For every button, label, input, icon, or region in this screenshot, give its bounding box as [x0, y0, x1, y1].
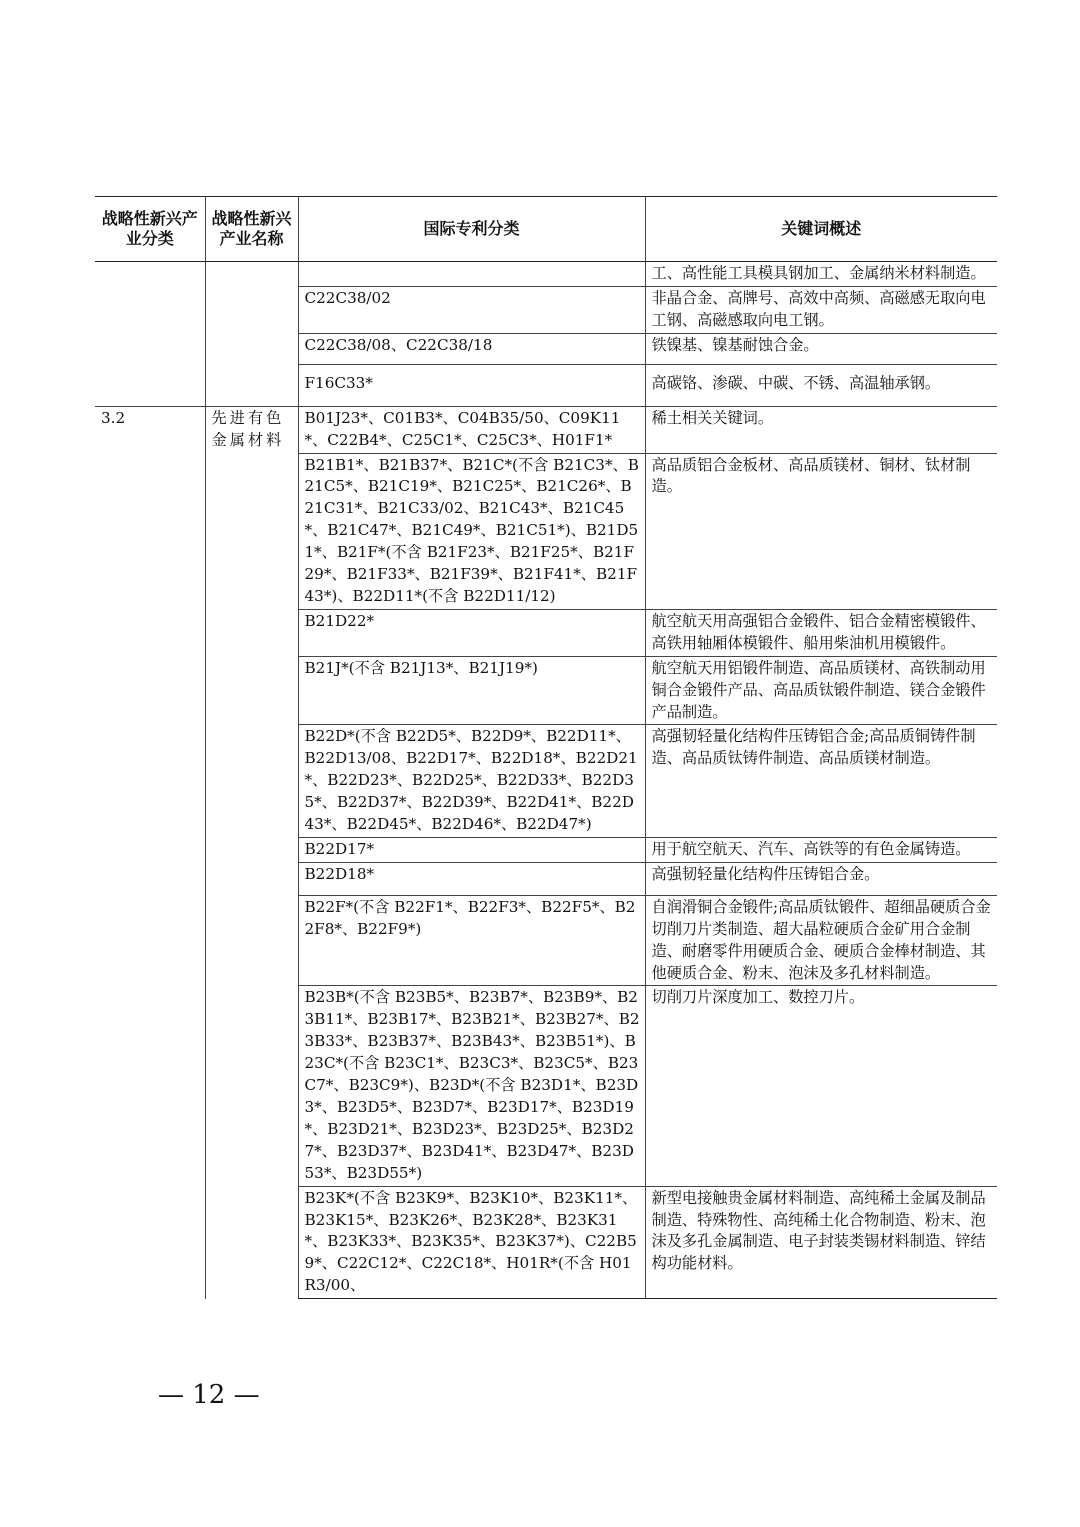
keywords-cell: 高品质铝合金板材、高品质镁材、铜材、钛材制造。 — [645, 453, 997, 609]
keywords-cell: 航空航天用高强铝合金锻件、铝合金精密模锻件、高铁用轴厢体模锻件、船用柴油机用模锻件。 — [645, 609, 997, 656]
page-number: — 12 — — [158, 1380, 260, 1410]
header-keywords: 关键词概述 — [645, 197, 997, 262]
ipc-cell: B21B1*、B21B37*、B21C*(不含 B21C3*、B21C5*、B21C19*、B21C25*、B21C26*、B21C31*、B21C33/02、B21C43*、B21C45*、B21C47*、B21C49*、B21C51*)、B21D51*、B21F*(不含 B21F23*、B21F25*、B21F29*、B21F33*、B21F39*、B21F41*、B21F43*)、B22D11*(不含 B22D11/12) — [298, 453, 645, 609]
keywords-cell: 高强韧轻量化结构件压铸铝合金。 — [645, 862, 997, 895]
ipc-cell: B22D18* — [298, 862, 645, 895]
keywords-cell: 切削刀片深度加工、数控刀片。 — [645, 986, 997, 1186]
ipc-cell: B23B*(不含 B23B5*、B23B7*、B23B9*、B23B11*、B23B17*、B23B21*、B23B27*、B23B33*、B23B37*、B23B43*、B23B51*)、B23C*(不含 B23C1*、B23C3*、B23C5*、B23C7*、B23C9*)、B23D*(不含 B23D1*、B23D3*、B23D5*、B23D7*、B23D17*、B23D19*、B23D21*、B23D23*、B23D25*、B23D27*、B23D37*、B23D41*、B23D47*、B23D53*、B23D55*) — [298, 986, 645, 1186]
ipc-cell — [298, 262, 645, 287]
industry-name-text: 先进有色金属材料 — [211, 408, 285, 449]
header-category: 战略性新兴产业分类 — [95, 197, 205, 262]
ipc-cell: B21D22* — [298, 609, 645, 656]
ipc-cell: B22D*(不含 B22D5*、B22D9*、B22D11*、B22D13/08、B22D17*、B22D18*、B22D21*、B22D23*、B22D25*、B22D33*、B22D35*、B22D37*、B22D39*、B22D41*、B22D43*、B22D45*、B22D46*、B22D47*) — [298, 725, 645, 838]
ipc-cell: F16C33* — [298, 364, 645, 406]
ipc-cell: B22D17* — [298, 837, 645, 862]
table-row — [95, 406, 997, 453]
keywords-cell: 工、高性能工具模具钢加工、金属纳米材料制造。 — [645, 262, 997, 287]
ipc-cell: B22F*(不含 B22F1*、B22F3*、B22F5*、B22F8*、B22F9*) — [298, 895, 645, 986]
ipc-cell: B01J23*、C01B3*、C04B35/50、C09K11*、C22B4*、C25C1*、C25C3*、H01F1* — [298, 406, 645, 453]
table-row — [95, 262, 997, 287]
industry-name-cell-empty — [205, 262, 298, 407]
keywords-cell: 高强韧轻量化结构件压铸铝合金;高品质铜铸件制造、高品质钛铸件制造、高品质镁材制造。 — [645, 725, 997, 838]
ipc-keyword-table — [95, 196, 997, 1299]
industry-name — [205, 406, 298, 1298]
keywords-cell: 用于航空航天、汽车、高铁等的有色金属铸造。 — [645, 837, 997, 862]
keywords-cell: 航空航天用铝锻件制造、高品质镁材、高铁制动用铜合金锻件产品、高品质钛锻件制造、镁合金锻件产品制造。 — [645, 656, 997, 725]
ipc-cell: C22C38/02 — [298, 286, 645, 333]
category-code: 3.2 — [95, 406, 205, 1298]
category-cell-empty — [95, 262, 205, 407]
keywords-cell: 自润滑铜合金锻件;高品质钛锻件、超细晶硬质合金切削刀片类制造、超大晶粒硬质合金矿用合金制造、耐磨零件用硬质合金、硬质合金棒材制造、其他硬质合金、粉末、泡沫及多孔材料制造。 — [645, 895, 997, 986]
header-industry-name: 战略性新兴产业名称 — [205, 197, 298, 262]
ipc-cell: B21J*(不含 B21J13*、B21J19*) — [298, 656, 645, 725]
keywords-cell: 铁镍基、镍基耐蚀合金。 — [645, 333, 997, 364]
keywords-cell: 稀土相关关键词。 — [645, 406, 997, 453]
header-ipc: 国际专利分类 — [298, 197, 645, 262]
keywords-cell: 高碳铬、渗碳、中碳、不锈、高温轴承钢。 — [645, 364, 997, 406]
keywords-cell: 新型电接触贵金属材料制造、高纯稀土金属及制品制造、特殊物性、高纯稀土化合物制造、粉末、泡沫及多孔金属制造、电子封装类锡材料制造、锌结构功能材料。 — [645, 1186, 997, 1299]
ipc-cell: C22C38/08、C22C38/18 — [298, 333, 645, 364]
table-header-row — [95, 197, 997, 262]
ipc-cell: B23K*(不含 B23K9*、B23K10*、B23K11*、B23K15*、B23K26*、B23K28*、B23K31*、B23K33*、B23K35*、B23K37*)、C22B59*、C22C12*、C22C18*、H01R*(不含 H01R3/00、 — [298, 1186, 645, 1299]
keywords-cell: 非晶合金、高牌号、高效中高频、高磁感无取向电工钢、高磁感取向电工钢。 — [645, 286, 997, 333]
